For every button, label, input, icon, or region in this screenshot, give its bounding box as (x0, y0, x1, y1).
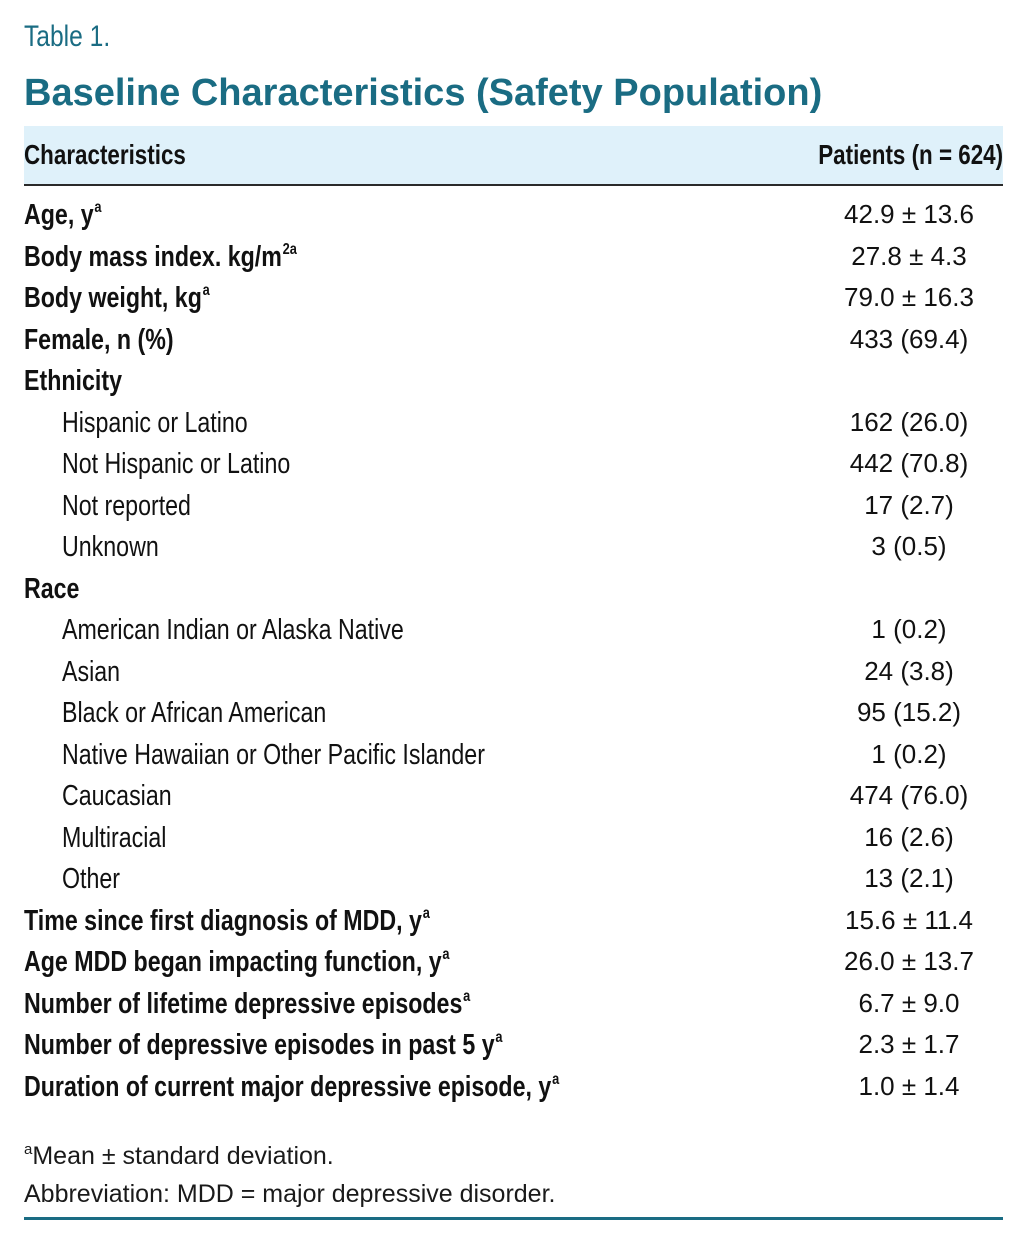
row-label (24, 1071, 559, 1104)
table-row (24, 608, 1003, 650)
table-header (24, 126, 1003, 186)
row-label-text: Native Hawaiian or Other Pacific Islander (62, 738, 485, 771)
row-label (24, 324, 174, 357)
row-value: 27.8 ± 4.3 (851, 240, 967, 271)
row-label (62, 614, 404, 647)
row-label (62, 822, 166, 855)
row-label (24, 988, 470, 1021)
row-label-text: Not Hispanic or Latino (62, 448, 291, 480)
row-label-text: Caucasian (62, 780, 172, 812)
table-row (24, 982, 1003, 1024)
row-label-text: Other (62, 863, 121, 895)
row-label-text: Body mass index. kg/m (24, 240, 282, 273)
row-value: 162 (26.0) (849, 406, 969, 437)
row-value: 24 (3.8) (864, 655, 954, 686)
table-row (24, 235, 1003, 277)
table-row (24, 359, 1003, 401)
table-bottom-rule (24, 1217, 1003, 1220)
table-row (24, 193, 1003, 235)
row-label (62, 697, 326, 730)
table-row (24, 899, 1003, 941)
table-body (24, 193, 1003, 1106)
table-number: Table 1. (24, 20, 111, 53)
row-label (24, 1029, 503, 1062)
row-value: 79.0 ± 16.3 (844, 282, 974, 312)
row-label-text: Duration of current major depressive episode, y (24, 1070, 552, 1103)
row-label-text: Age, y (24, 199, 94, 231)
column-header-patients: Patients (n = 624) (818, 139, 1003, 170)
row-label-text: Number of depressive episodes in past 5 y (24, 1029, 495, 1061)
row-label-text: Black or African American (62, 697, 327, 729)
row-label (24, 282, 210, 315)
row-label (24, 199, 102, 232)
row-label-superscript: a (495, 1029, 503, 1046)
row-label-text: Unknown (62, 531, 159, 563)
table-row (24, 940, 1003, 982)
row-label-superscript: a (442, 946, 450, 963)
table-row (24, 318, 1003, 360)
row-label-superscript: a (463, 987, 471, 1005)
table-row (24, 1065, 1003, 1107)
row-label (62, 780, 172, 813)
table-row (24, 691, 1003, 733)
row-value: 42.9 ± 13.6 (844, 199, 974, 229)
row-value: 17 (2.7) (864, 489, 954, 520)
table-row (24, 567, 1003, 609)
row-label-superscript: a (422, 904, 430, 922)
row-label (62, 448, 290, 481)
table-row (24, 525, 1003, 567)
row-label (24, 241, 297, 274)
table-row (24, 484, 1003, 526)
row-label-superscript: a (202, 282, 210, 299)
table-row (24, 276, 1003, 318)
row-value: 1.0 ± 1.4 (858, 1070, 960, 1101)
table-row (24, 733, 1003, 775)
row-label (62, 863, 120, 896)
row-label-text: Age MDD began impacting function, y (24, 946, 442, 978)
row-value: 474 (76.0) (849, 780, 969, 810)
row-label-text: Hispanic or Latino (62, 406, 248, 439)
row-label (24, 946, 450, 979)
row-value: 6.7 ± 9.0 (858, 987, 960, 1018)
column-header-characteristics: Characteristics (24, 139, 186, 170)
row-value: 15.6 ± 11.4 (845, 904, 973, 935)
row-value: 95 (15.2) (856, 697, 962, 727)
row-label (24, 573, 79, 606)
row-value: 16 (2.6) (864, 821, 954, 852)
row-value: 1 (0.2) (871, 614, 947, 644)
table-row (24, 650, 1003, 692)
table-row (24, 857, 1003, 899)
row-value: 13 (2.1) (864, 863, 954, 893)
table-row (24, 442, 1003, 484)
row-label-superscript: 2a (282, 240, 297, 258)
row-label-text: Body weight, kg (24, 282, 202, 314)
row-label-text: Race (24, 572, 80, 605)
row-label-text: Not reported (62, 489, 191, 522)
table-row (24, 401, 1003, 443)
table-row (24, 774, 1003, 816)
row-label-superscript: a (552, 1070, 560, 1088)
row-label-superscript: a (94, 199, 102, 216)
row-label-text: Female, n (%) (24, 323, 174, 356)
footnote-text: Mean ± standard deviation. (32, 1142, 334, 1170)
footnote-abbreviation: Abbreviation: MDD = major depressive disorder. (24, 1180, 556, 1208)
row-label (24, 905, 430, 938)
row-label (62, 531, 159, 564)
row-label (62, 739, 485, 772)
row-value: 26.0 ± 13.7 (844, 946, 974, 976)
row-label (24, 365, 122, 398)
row-value: 442 (70.8) (849, 448, 969, 478)
row-value: 2.3 ± 1.7 (858, 1029, 960, 1059)
row-label-text: American Indian or Alaska Native (62, 614, 404, 646)
table-title: Baseline Characteristics (Safety Population) (24, 72, 823, 114)
row-label-text: Ethnicity (24, 365, 122, 397)
row-value: 433 (69.4) (849, 323, 969, 354)
row-label (62, 490, 191, 523)
row-label-text: Multiracial (62, 821, 167, 854)
row-label-text: Asian (62, 655, 121, 688)
row-label (62, 407, 248, 440)
footnote-marker: a (24, 1141, 33, 1158)
table-row (24, 1023, 1003, 1065)
row-value: 1 (0.2) (871, 738, 947, 769)
row-label-text: Number of lifetime depressive episodes (24, 987, 463, 1020)
footnote-mean-sd (24, 1142, 334, 1171)
row-label-text: Time since first diagnosis of MDD, y (24, 904, 422, 937)
row-label (62, 656, 120, 689)
row-value: 3 (0.5) (871, 531, 947, 561)
table-row (24, 816, 1003, 858)
